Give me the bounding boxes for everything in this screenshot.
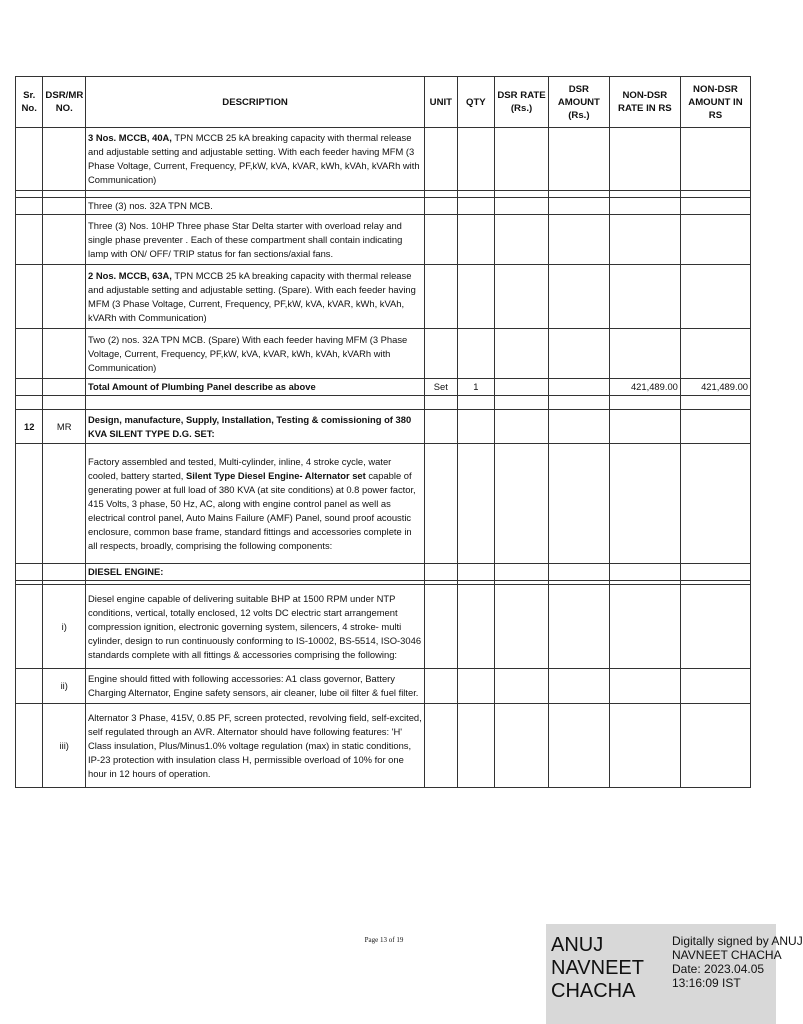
cell-sr <box>16 215 43 265</box>
cell-qty <box>457 704 495 788</box>
cell-dsr-rate <box>495 444 549 564</box>
cell-qty <box>457 215 495 265</box>
cell-dsr <box>43 444 86 564</box>
cell-sr <box>16 329 43 379</box>
item-text: TPN MCCB 25 kA breaking capacity with thermal release and adjustable setting and adjustable setting. (Spare). With each feeder having MFM (3 Phase Voltage, Current, Frequency, PF,kW, kVA, kVAR, kWh, kVAh, kVARh with Communication) <box>88 269 416 323</box>
item-text: TPN MCCB 25 kA breaking capacity with thermal release and adjustable setting and adjustable setting. With each feeder having MFM (3 Phase Voltage, Current, Frequency, PF,kW, kVA, kVAR, kWh, kVAh, kVARh with Communication) <box>88 132 420 185</box>
cell-sr <box>16 704 43 788</box>
cell-non-dsr-rate <box>609 198 680 215</box>
cell-qty <box>457 564 495 581</box>
cell-unit <box>425 669 457 704</box>
cell-qty <box>457 410 495 444</box>
cell-dsr-rate <box>495 564 549 581</box>
cell-description: Two (2) nos. 32A TPN MCB. (Spare) With each feeder having MFM (3 Phase Voltage, Current, Frequency, PF,kW, kVA, kVAR, kWh, kVAh, kVARh with Communication) <box>86 329 425 379</box>
cell-description: Three (3) nos. 32A TPN MCB. <box>86 198 425 215</box>
cell-dsr-amount <box>548 379 609 396</box>
table-row <box>16 215 751 265</box>
cell-sr: 12 <box>16 410 43 444</box>
cell-unit <box>425 215 457 265</box>
cell-dsr <box>43 198 86 215</box>
cell-non-dsr-rate <box>609 564 680 581</box>
cell-sr <box>16 379 43 396</box>
col-header-dsr-rate: DSR RATE (Rs.) <box>495 77 549 128</box>
cell-non-dsr-amount <box>680 215 750 265</box>
cell-non-dsr-rate <box>609 410 680 444</box>
cell-qty <box>457 128 495 191</box>
cell-non-dsr-rate <box>609 265 680 329</box>
cell-dsr-rate <box>495 379 549 396</box>
cell-unit <box>425 444 457 564</box>
cell-unit <box>425 329 457 379</box>
col-header-description: DESCRIPTION <box>86 77 425 128</box>
col-header-non-dsr-amount: NON-DSR AMOUNT IN RS <box>680 77 750 128</box>
col-header-non-dsr-rate: NON-DSR RATE IN RS <box>609 77 680 128</box>
signer-name: ANUJ NAVNEET CHACHA <box>551 934 644 1002</box>
item-text-after: capable of generating power at full load of 380 KVA (at site conditions) at 0.8 power factor, 415 Volts, 3 phase, 50 Hz, AC, along with engine control panel as well as electrical control panel, Auto Mains Failure (AMF) Panel, sound proof acoustic enclosure, common base frame, standard fittings and accessories complete in all respects, broadly, comprising the following components: <box>88 469 416 551</box>
cell-dsr-amount <box>548 585 609 669</box>
spacer-row <box>16 191 751 198</box>
cell-qty <box>457 198 495 215</box>
col-header-qty: QTY <box>457 77 495 128</box>
cell-sr <box>16 198 43 215</box>
cell-non-dsr-amount <box>680 704 750 788</box>
cell-non-dsr-amount <box>680 444 750 564</box>
cell-description <box>86 444 425 564</box>
cell-dsr <box>43 215 86 265</box>
table-row <box>16 410 751 444</box>
cell-non-dsr-amount <box>680 564 750 581</box>
boq-table <box>15 76 751 788</box>
cell-dsr-rate <box>495 410 549 444</box>
item-prefix: 2 Nos. MCCB, 63A, <box>88 269 172 281</box>
cell-dsr-rate <box>495 215 549 265</box>
cell-dsr <box>43 128 86 191</box>
item-text: Factory assembled and tested, Multi-cylinder, inline, 4 stroke cycle, water cooled, battery started, <box>88 455 392 481</box>
cell-description: Diesel engine capable of delivering suitable BHP at 1500 RPM under NTP conditions, vertical, totally enclosed, 12 volts DC electric start arrangement compression ignition, electronic governing system, silencers, 4 stroke- multi cylinder, design to run continuously conforming to IS-10002, BS-5514, ISO-3046 standards complete with all fittings & accessories comprising the following: <box>86 585 425 669</box>
cell-description: Engine should fitted with following accessories: A1 class governor, Battery Charging Alternator, Engine safety sensors, air cleaner, lube oil filter & fuel filter. <box>86 669 425 704</box>
cell-non-dsr-amount <box>680 329 750 379</box>
cell-non-dsr-amount <box>680 585 750 669</box>
col-header-dsr-no: DSR/MR NO. <box>43 77 86 128</box>
table-row <box>16 585 751 669</box>
cell-description: Design, manufacture, Supply, Installation, Testing & comissioning of 380 KVA SILENT TYPE D.G. SET: <box>86 410 425 444</box>
cell-unit: Set <box>425 379 457 396</box>
cell-dsr: iii) <box>43 704 86 788</box>
cell-non-dsr-rate <box>609 215 680 265</box>
cell-dsr-amount <box>548 329 609 379</box>
cell-qty <box>457 444 495 564</box>
table-row <box>16 265 751 329</box>
cell-dsr-amount <box>548 215 609 265</box>
signature-date: Date: 2023.04.05 <box>672 962 765 976</box>
cell-description: Total Amount of Plumbing Panel describe as above <box>86 379 425 396</box>
cell-dsr-rate <box>495 585 549 669</box>
item-prefix: 3 Nos. MCCB, 40A, <box>88 132 172 143</box>
section-heading-row <box>16 564 751 581</box>
signature-line-2: NAVNEET CHACHA <box>672 948 782 962</box>
cell-dsr-amount <box>548 564 609 581</box>
cell-unit <box>425 198 457 215</box>
cell-unit <box>425 704 457 788</box>
cell-description <box>86 128 425 191</box>
cell-dsr: MR <box>43 410 86 444</box>
signature-details <box>672 934 803 990</box>
cell-dsr <box>43 564 86 581</box>
cell-qty <box>457 329 495 379</box>
signature-line-1: Digitally signed by ANUJ <box>672 934 803 948</box>
cell-dsr-amount <box>548 198 609 215</box>
cell-dsr <box>43 379 86 396</box>
cell-dsr <box>43 329 86 379</box>
cell-dsr: ii) <box>43 669 86 704</box>
cell-unit <box>425 128 457 191</box>
table-row <box>16 704 751 788</box>
cell-dsr <box>43 265 86 329</box>
cell-non-dsr-rate <box>609 329 680 379</box>
cell-dsr-rate <box>495 265 549 329</box>
cell-description: Alternator 3 Phase, 415V, 0.85 PF, screen protected, revolving field, self-excited, self regulated through an AVR. Alternator should have following features: 'H' Class insulation, Plus/Minus1.0% voltage regulation (max) in static conditions, IP-23 protection with insulation class H, permissible overload of 10% for one hour in 12 hours of operation. <box>86 704 425 788</box>
cell-sr <box>16 585 43 669</box>
cell-description <box>86 396 425 410</box>
cell-non-dsr-amount <box>680 198 750 215</box>
cell-dsr: i) <box>43 585 86 669</box>
cell-qty <box>457 669 495 704</box>
cell-qty <box>457 265 495 329</box>
cell-non-dsr-rate <box>609 704 680 788</box>
cell-dsr-amount <box>548 128 609 191</box>
header-row <box>16 77 751 128</box>
cell-sr <box>16 265 43 329</box>
cell-non-dsr-rate <box>609 585 680 669</box>
cell-dsr-rate <box>495 704 549 788</box>
col-header-dsr-amount: DSR AMOUNT (Rs.) <box>548 77 609 128</box>
cell-non-dsr-rate <box>609 128 680 191</box>
cell-non-dsr-rate: 421,489.00 <box>609 379 680 396</box>
cell-description <box>86 265 425 329</box>
cell-sr <box>16 444 43 564</box>
cell-non-dsr-amount <box>680 410 750 444</box>
signature-time: 13:16:09 IST <box>672 976 741 990</box>
col-header-unit: UNIT <box>425 77 457 128</box>
cell-dsr-amount <box>548 669 609 704</box>
cell-non-dsr-rate <box>609 669 680 704</box>
cell-qty <box>457 585 495 669</box>
col-header-sr: Sr. No. <box>16 77 43 128</box>
cell-unit <box>425 585 457 669</box>
table-row <box>16 128 751 191</box>
total-row <box>16 379 751 396</box>
table-row <box>16 444 751 564</box>
spacer-row <box>16 396 751 410</box>
cell-qty: 1 <box>457 379 495 396</box>
cell-dsr-rate <box>495 128 549 191</box>
cell-non-dsr-amount <box>680 265 750 329</box>
cell-description: Three (3) Nos. 10HP Three phase Star Delta starter with overload relay and single phase preventer . Each of these compartment shall contain indicating lamp with ON/ OFF/ TRIP status for fan sections/axial fans. <box>86 215 425 265</box>
table-row <box>16 669 751 704</box>
digital-signature-stamp <box>546 924 803 1024</box>
cell-dsr-rate <box>495 329 549 379</box>
page-number: Page 13 of 19 <box>364 936 404 944</box>
item-bold-text: Silent Type Diesel Engine- Alternator set <box>186 469 366 481</box>
cell-unit <box>425 265 457 329</box>
cell-non-dsr-amount <box>680 128 750 191</box>
cell-sr <box>16 564 43 581</box>
cell-sr <box>16 396 43 410</box>
table-row <box>16 198 751 215</box>
cell-sr <box>16 669 43 704</box>
table-row <box>16 329 751 379</box>
cell-non-dsr-amount: 421,489.00 <box>680 379 750 396</box>
cell-unit <box>425 564 457 581</box>
cell-sr <box>16 128 43 191</box>
cell-dsr <box>43 396 86 410</box>
cell-dsr-amount <box>548 444 609 564</box>
cell-description: DIESEL ENGINE: <box>86 564 425 581</box>
cell-dsr-rate <box>495 669 549 704</box>
cell-dsr-amount <box>548 265 609 329</box>
cell-dsr-amount <box>548 704 609 788</box>
cell-non-dsr-rate <box>609 444 680 564</box>
cell-dsr-rate <box>495 198 549 215</box>
cell-unit <box>425 410 457 444</box>
cell-non-dsr-amount <box>680 669 750 704</box>
cell-dsr-amount <box>548 410 609 444</box>
